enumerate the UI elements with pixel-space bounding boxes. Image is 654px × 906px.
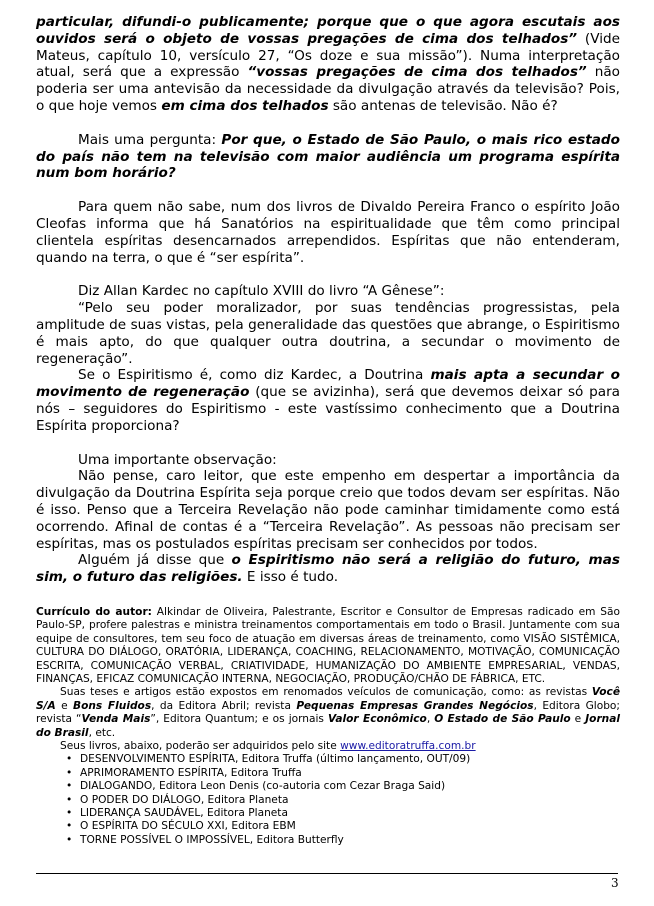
bio-paragraph — [36, 606, 620, 686]
body-text: ”, Editora Quantum; e os jornais — [150, 713, 328, 726]
paragraph-sanatorios: Para quem não sabe, num dos livros de Divaldo Pereira Franco o espírito João Cleofas informa que há Sanatórios na espiritualidade que têm como principal clientela espíritas desencarnados arrependidos. Espíritas que não entenderam, quando na terra, o que é “ser espírita”. — [36, 199, 620, 266]
publisher-site-link[interactable]: www.editoratruffa.com.br — [340, 739, 476, 752]
body-text: e — [55, 699, 74, 712]
body-text: Mais uma pergunta: — [78, 131, 222, 148]
body-text: , da Editora Abril; revista — [151, 699, 297, 712]
media-name: Jornal do Brasil — [36, 713, 620, 739]
book-item: • LIDERANÇA SAUDÁVEL, Editora Planeta — [80, 807, 620, 820]
body-text: são antenas de televisão. Não é? — [328, 97, 558, 114]
body-text: e — [570, 713, 586, 726]
body-text: não poderia ser uma antevisão da necessidade da divulgação através da televisão? Pois, o que hoje vemos — [36, 64, 621, 114]
emphasis-text: o Espiritismo não será a religião do futuro, mas sim, o futuro das religiões. — [36, 552, 620, 586]
body-text: , — [426, 713, 435, 726]
body-text: , Editora Globo; revista “ — [36, 699, 620, 726]
paragraph-conclusion — [36, 552, 620, 586]
bio-text: Alkindar de Oliveira, Palestrante, Escritor e Consultor de Empresas radicado em São Paulo-SP, profere palestras e ministra treinamentos comportamentais em todo o Brasil. Juntamente com sua equipe de consultores, tem seu foco de atuação em diversas áreas de treinamento, como VISÃO SISTÊMICA, CULTURA DO DIÁLOGO, ORATÓRIA, LIDERANÇA, COACHING, RELACIONAMENTO, MOTIVAÇÃO, COMUNICAÇÃO ESCRITA, COMUNICAÇÃO VERBAL, CRIATIVIDADE, HUMANIZAÇÃO DO AMBIENTE EMPRESARIAL, VENDAS, FINANÇAS, EFICAZ COMUNICAÇÃO INTERNA, NEGOCIAÇÃO, PRODUÇÃO/CHÃO DE FÁBRICA, ETC. — [36, 605, 621, 685]
paragraph-observation: Não pense, caro leitor, que este empenho em despertar a importância da divulgação da Doutrina Espírita seja porque creio que todos devam ser espíritas. Não é isso. Penso que a Terceira Revelação não pode caminhar timidamente como está ocorrendo. Afinal de contas é a “Terceira Revelação”. As pessoas não precisam ser espíritas, mas os postulados espíritas precisam ser conhecidos por todos. — [36, 468, 620, 552]
media-name: Venda Mais — [81, 713, 151, 726]
book-item: • O ESPÍRITA DO SÉCULO XXI, Editora EBM — [80, 820, 620, 833]
emphasis-text: Por que, o Estado de São Paulo, o mais rico estado do país não tem na televisão com maior audiência um programa espírita num bom horário? — [36, 131, 620, 182]
body-text: (que se avizinha), será que devemos deixar só para nós – seguidores do Espiritismo - este vastíssimo conhecimento que a Doutrina Espírita proporciona? — [36, 384, 620, 434]
paragraph-observation-heading: Uma importante observação: — [78, 451, 277, 468]
body-text: Seus livros, abaixo, poderão ser adquiridos pelo site — [60, 739, 341, 752]
bio-label: Currículo do autor: — [36, 605, 152, 618]
media-name: Valor Econômico — [327, 713, 427, 726]
page-number: 3 — [611, 876, 619, 890]
book-item: • DESENVOLVIMENTO ESPÍRITA, Editora Truffa (último lançamento, OUT/09) — [80, 753, 620, 766]
books-intro — [36, 740, 620, 753]
bio-media-paragraph — [36, 686, 620, 740]
emphasis-text: em cima dos telhados — [161, 97, 329, 114]
author-bio — [36, 606, 620, 847]
paragraph-kardec-intro: Diz Allan Kardec no capítulo XVIII do livro “A Gênese”: — [78, 283, 445, 300]
paragraph-question — [36, 132, 620, 182]
book-item: • TORNE POSSÍVEL O IMPOSSÍVEL, Editora Butterfly — [80, 834, 620, 847]
media-name: O Estado de São Paulo — [434, 713, 571, 726]
media-name: Você S/A — [36, 686, 620, 712]
body-text: Suas teses e artigos estão expostos em renomados veículos de comunicação, como: as revistas — [60, 686, 592, 699]
book-item: • DIALOGANDO, Editora Leon Denis (co-autoria com Cezar Braga Said) — [80, 780, 620, 793]
emphasis-text: particular, difundi-o publicamente; porque que o que agora escutais aos ouvidos será o objeto de vossas pregações de cima dos telhados” — [36, 14, 620, 47]
body-text: Se o Espiritismo é, como diz Kardec, a Doutrina — [78, 367, 431, 384]
paragraph-telhados — [36, 14, 620, 115]
body-text: , etc. — [88, 726, 116, 739]
footer-divider — [36, 873, 618, 874]
book-item: • APRIMORAMENTO ESPÍRITA, Editora Truffa — [80, 767, 620, 780]
paragraph-kardec-quote: “Pelo seu poder moralizador, por suas tendências progressistas, pela amplitude de suas vistas, pela generalidade das questões que abrange, o Espiritismo é mais apto, do que qualquer outra doutrina, a secundar o movimento de regeneração”. — [36, 300, 620, 367]
books-list — [36, 753, 620, 847]
emphasis-text: “vossas pregações de cima dos telhados” — [247, 64, 587, 81]
body-text: (Vide Mateus, capítulo 10, versículo 27, “Os doze e sua missão”). Numa interpretação atual, será que a expressão — [36, 30, 620, 81]
paragraph-regeneracao — [36, 367, 620, 434]
body-text: E isso é tudo. — [242, 569, 339, 586]
article-body — [36, 14, 620, 586]
emphasis-text: mais apta a secundar o movimento de regeneração — [36, 367, 620, 401]
document-page — [36, 14, 620, 847]
body-text: Alguém já disse que — [78, 552, 232, 569]
book-item: • O PODER DO DIÁLOGO, Editora Planeta — [80, 794, 620, 807]
media-name: Pequenas Empresas Grandes Negócios — [296, 699, 534, 712]
media-name: Bons Fluidos — [73, 699, 152, 712]
